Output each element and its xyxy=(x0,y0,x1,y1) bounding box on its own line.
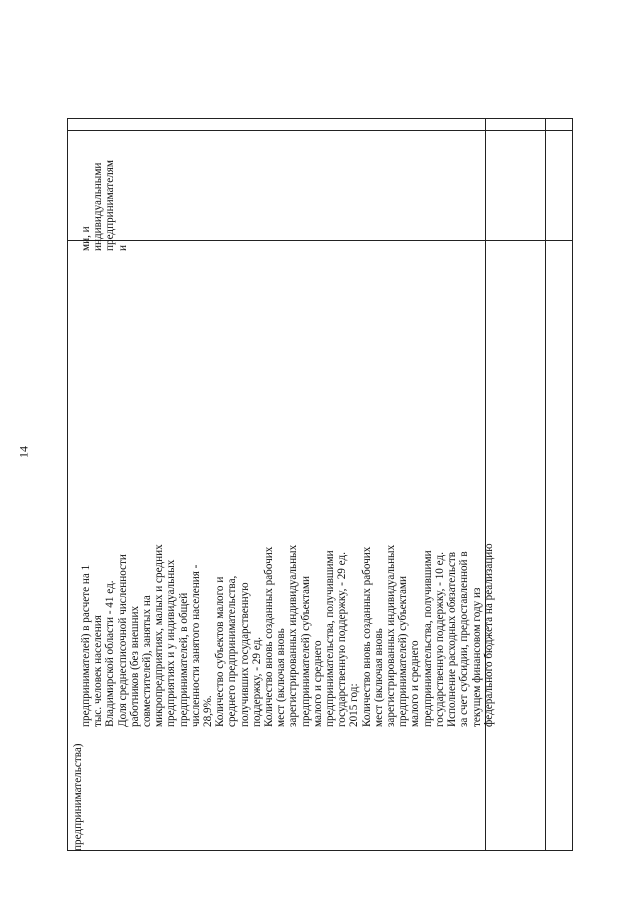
text-line: зарегистрированных индивидуальных xyxy=(385,544,398,727)
text-line: текущем финансовом году из xyxy=(470,587,483,727)
text-line: предпринимателей) субъектами xyxy=(397,576,410,727)
text-line: Доля среднесписочной численности xyxy=(116,554,129,727)
text-line: зарегистрированных индивидуальных xyxy=(287,544,300,727)
text-line: предпринимательства, получившими xyxy=(421,550,434,727)
text-line: работников (без внешних xyxy=(128,605,141,727)
text-line: и xyxy=(116,245,129,251)
text-line: государственную поддержку, - 29 ед. xyxy=(336,552,349,727)
text-line: предпринимателей, в общей xyxy=(177,592,190,727)
text-line: микропредприятиях, малых и средних xyxy=(153,544,166,727)
row-divider xyxy=(545,119,546,850)
text-line: Владимирской области - 41 ед. xyxy=(104,580,117,727)
text-line: среднего предпринимательства, xyxy=(226,575,239,727)
text-line: Количество вновь созданных рабочих xyxy=(360,546,373,727)
text-line: федерального бюджета на реализацию xyxy=(482,543,495,727)
text-line: 2015 год: xyxy=(348,683,361,727)
text-line: индивидуальными xyxy=(92,162,105,251)
text-line: Количество вновь созданных рабочих xyxy=(263,546,276,727)
text-line: предприятиях и у индивидуальных xyxy=(165,559,178,727)
text-line: предпринимателей) субъектами xyxy=(299,576,312,727)
text-line: Исполнение расходных обязательств xyxy=(446,551,459,727)
text-line: за счет субсидии, предоставленной в xyxy=(458,551,471,727)
text-line: тыс. человек населения xyxy=(92,615,105,727)
text-line: предпринимателям xyxy=(104,160,117,251)
text-line: малого и среднего xyxy=(311,640,324,727)
cell-program-name: предпринимательства) xyxy=(72,743,84,851)
text-line: поддержку, - 29 ед. xyxy=(250,636,263,727)
text-line: предпринимателей) в расчете на 1 xyxy=(80,564,92,727)
text-line: мест (включая вновь xyxy=(275,628,288,727)
text-line: предпринимательства, получившими xyxy=(324,550,337,727)
text-line: Количество субъектов малого и xyxy=(214,576,227,727)
text-line: численности занятого населения - xyxy=(189,564,202,727)
text-line: совместителей), занятых на xyxy=(141,595,154,727)
text-line: государственную поддержку, - 10 ед. xyxy=(433,552,446,727)
page-number: 14 xyxy=(16,446,31,458)
text-line: мест (включая вновь xyxy=(372,628,385,727)
text-line: получивших государственную xyxy=(238,582,251,727)
rotated-table xyxy=(67,118,573,851)
text-line: ми, и xyxy=(80,226,92,251)
text-line: 28,9%. xyxy=(202,695,215,727)
text-line: малого и среднего xyxy=(409,640,422,727)
column-divider xyxy=(68,130,572,131)
cell-indicators xyxy=(80,227,495,727)
